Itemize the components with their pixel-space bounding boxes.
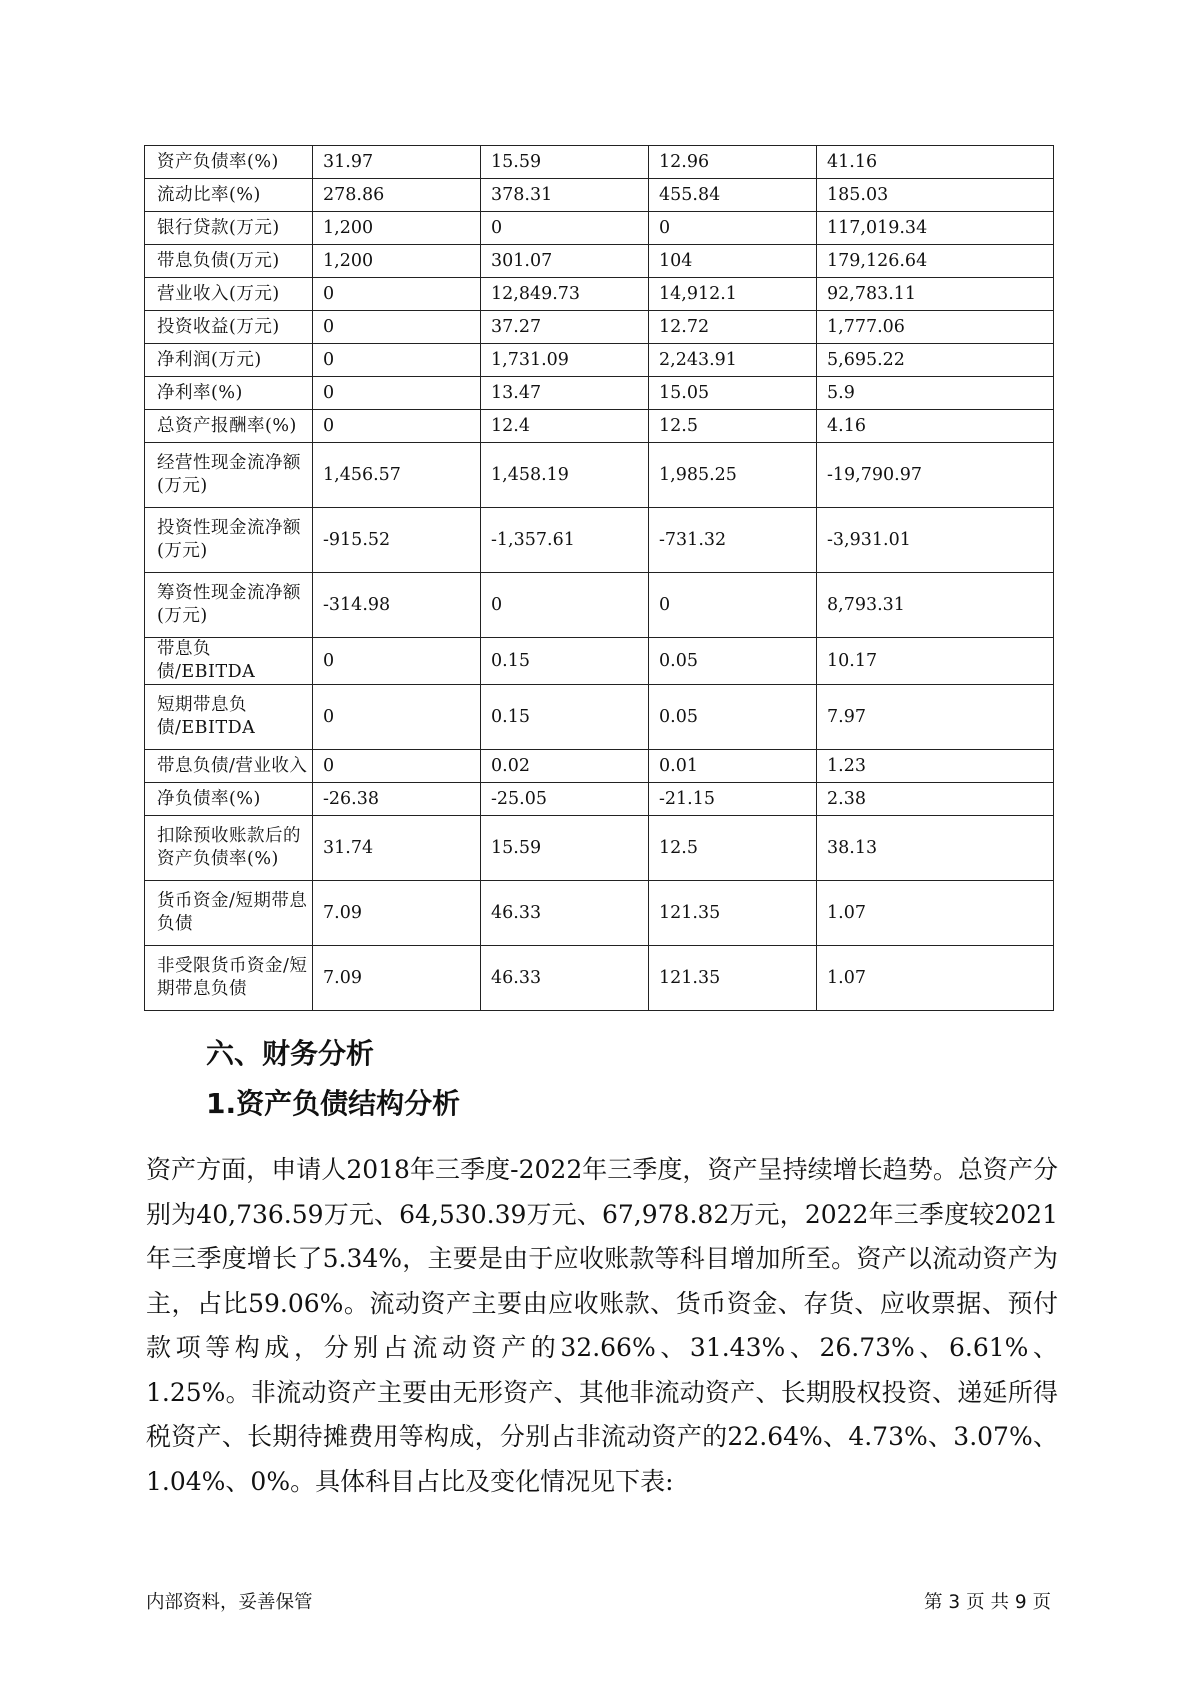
table-cell: 31.97 (313, 146, 481, 179)
row-label: 经营性现金流净额(万元) (145, 443, 313, 508)
table-cell: 5,695.22 (817, 344, 1054, 377)
table-cell: 117,019.34 (817, 212, 1054, 245)
table-cell: 12.5 (649, 410, 817, 443)
table-row (145, 344, 1054, 377)
table-cell: 301.07 (481, 245, 649, 278)
row-label: 净负债率(%) (145, 783, 313, 816)
table-cell: 7.97 (817, 685, 1054, 750)
table-cell: 0 (649, 212, 817, 245)
row-label: 带息负债(万元) (145, 245, 313, 278)
table-cell: -3,931.01 (817, 508, 1054, 573)
table-cell: 1,731.09 (481, 344, 649, 377)
row-label: 投资性现金流净额(万元) (145, 508, 313, 573)
table-cell: 0 (313, 638, 481, 685)
table-cell: 1.23 (817, 750, 1054, 783)
table-row (145, 377, 1054, 410)
table-cell: 31.74 (313, 816, 481, 881)
table-cell: 0.01 (649, 750, 817, 783)
table-row (145, 508, 1054, 573)
table-row (145, 443, 1054, 508)
table-cell: 1,200 (313, 245, 481, 278)
table-cell: 0.05 (649, 685, 817, 750)
table-cell: 37.27 (481, 311, 649, 344)
table-cell: 455.84 (649, 179, 817, 212)
table-cell: 46.33 (481, 881, 649, 946)
table-cell: 8,793.31 (817, 573, 1054, 638)
table-cell: -19,790.97 (817, 443, 1054, 508)
table-cell: 1.07 (817, 881, 1054, 946)
table-row (145, 816, 1054, 881)
table-cell: 0.15 (481, 685, 649, 750)
table-cell: 10.17 (817, 638, 1054, 685)
table-cell: -26.38 (313, 783, 481, 816)
table-cell: 179,126.64 (817, 245, 1054, 278)
row-label: 货币资金/短期带息负债 (145, 881, 313, 946)
table-cell: 104 (649, 245, 817, 278)
table-cell: 7.09 (313, 946, 481, 1011)
subsection-heading: 1.资产负债结构分析 (206, 1087, 461, 1120)
table-cell: 46.33 (481, 946, 649, 1011)
table-cell: 0 (313, 344, 481, 377)
table-cell: 121.35 (649, 946, 817, 1011)
table-cell: 13.47 (481, 377, 649, 410)
table-cell: 185.03 (817, 179, 1054, 212)
table-cell: 0 (313, 278, 481, 311)
table-cell: 12.96 (649, 146, 817, 179)
table-row (145, 573, 1054, 638)
table-row (145, 881, 1054, 946)
table-cell: 0 (313, 750, 481, 783)
table-cell: 0 (649, 573, 817, 638)
table-cell: 12.5 (649, 816, 817, 881)
table-cell: 0.02 (481, 750, 649, 783)
row-label: 净利润(万元) (145, 344, 313, 377)
table-cell: 0.15 (481, 638, 649, 685)
row-label: 带息负债/EBITDA (145, 638, 313, 685)
row-label: 营业收入(万元) (145, 278, 313, 311)
table-cell: -314.98 (313, 573, 481, 638)
table-cell: 38.13 (817, 816, 1054, 881)
table-cell: 0 (313, 311, 481, 344)
table-cell: -25.05 (481, 783, 649, 816)
table-row (145, 750, 1054, 783)
table-row (145, 946, 1054, 1011)
table-cell: 1,456.57 (313, 443, 481, 508)
table-cell: 1,458.19 (481, 443, 649, 508)
table-row (145, 245, 1054, 278)
page-number: 第 3 页 共 9 页 (924, 1592, 1051, 1613)
section-heading: 六、财务分析 (206, 1037, 375, 1070)
row-label: 净利率(%) (145, 377, 313, 410)
table-cell: 278.86 (313, 179, 481, 212)
table-cell: 0 (481, 573, 649, 638)
row-label: 流动比率(%) (145, 179, 313, 212)
row-label: 扣除预收账款后的资产负债率(%) (145, 816, 313, 881)
table-cell: 12.4 (481, 410, 649, 443)
table-cell: 0.05 (649, 638, 817, 685)
table-cell: 41.16 (817, 146, 1054, 179)
table-cell: 7.09 (313, 881, 481, 946)
row-label: 总资产报酬率(%) (145, 410, 313, 443)
table-cell: 15.59 (481, 146, 649, 179)
row-label: 筹资性现金流净额(万元) (145, 573, 313, 638)
table-row (145, 278, 1054, 311)
table-cell: 121.35 (649, 881, 817, 946)
row-label: 带息负债/营业收入 (145, 750, 313, 783)
table-cell: 378.31 (481, 179, 649, 212)
table-cell: -1,357.61 (481, 508, 649, 573)
table-row (145, 212, 1054, 245)
table-cell: 14,912.1 (649, 278, 817, 311)
table-cell: 1,200 (313, 212, 481, 245)
table-cell: 2.38 (817, 783, 1054, 816)
asset-analysis-paragraph: 资产方面，申请人2018年三季度-2022年三季度，资产呈持续增长趋势。总资产分别为40,736.59万元、64,530.39万元、67,978.82万元，2022年三季度较2021年三季度增长了5.34%，主要是由于应收账款等科目增加所至。资产以流动资产为主，占比59.06%。流动资产主要由应收账款、货币资金、存货、应收票据、预付款项等构成，分别占流动资产的32.66%、31.43%、26.73%、6.61%、1.25%。非流动资产主要由无形资产、其他非流动资产、长期股权投资、递延所得税资产、长期待摊费用等构成，分别占非流动资产的22.64%、4.73%、3.07%、1.04%、0%。具体科目占比及变化情况见下表: (146, 1155, 1058, 1496)
table-cell: 0 (313, 410, 481, 443)
table-row (145, 783, 1054, 816)
table-cell: 1,985.25 (649, 443, 817, 508)
row-label: 短期带息负债/EBITDA (145, 685, 313, 750)
table-row (145, 685, 1054, 750)
table-cell: 5.9 (817, 377, 1054, 410)
row-label: 资产负债率(%) (145, 146, 313, 179)
table-cell: -731.32 (649, 508, 817, 573)
table-cell: 1,777.06 (817, 311, 1054, 344)
table-row (145, 311, 1054, 344)
table-cell: -915.52 (313, 508, 481, 573)
row-label: 非受限货币资金/短期带息负债 (145, 946, 313, 1011)
financial-indicators-table (144, 145, 1054, 1011)
table-cell: 1.07 (817, 946, 1054, 1011)
table-cell: 0 (481, 212, 649, 245)
table-row (145, 179, 1054, 212)
table-cell: 4.16 (817, 410, 1054, 443)
table-cell: 12.72 (649, 311, 817, 344)
table-cell: 0 (313, 377, 481, 410)
footer-confidential-note: 内部资料，妥善保管 (146, 1592, 313, 1613)
table-row (145, 410, 1054, 443)
row-label: 银行贷款(万元) (145, 212, 313, 245)
table-cell: 2,243.91 (649, 344, 817, 377)
table-row (145, 146, 1054, 179)
table-cell: 15.59 (481, 816, 649, 881)
table-cell: 15.05 (649, 377, 817, 410)
table-cell: -21.15 (649, 783, 817, 816)
row-label: 投资收益(万元) (145, 311, 313, 344)
table-row (145, 638, 1054, 685)
table-cell: 92,783.11 (817, 278, 1054, 311)
table-cell: 12,849.73 (481, 278, 649, 311)
table-cell: 0 (313, 685, 481, 750)
